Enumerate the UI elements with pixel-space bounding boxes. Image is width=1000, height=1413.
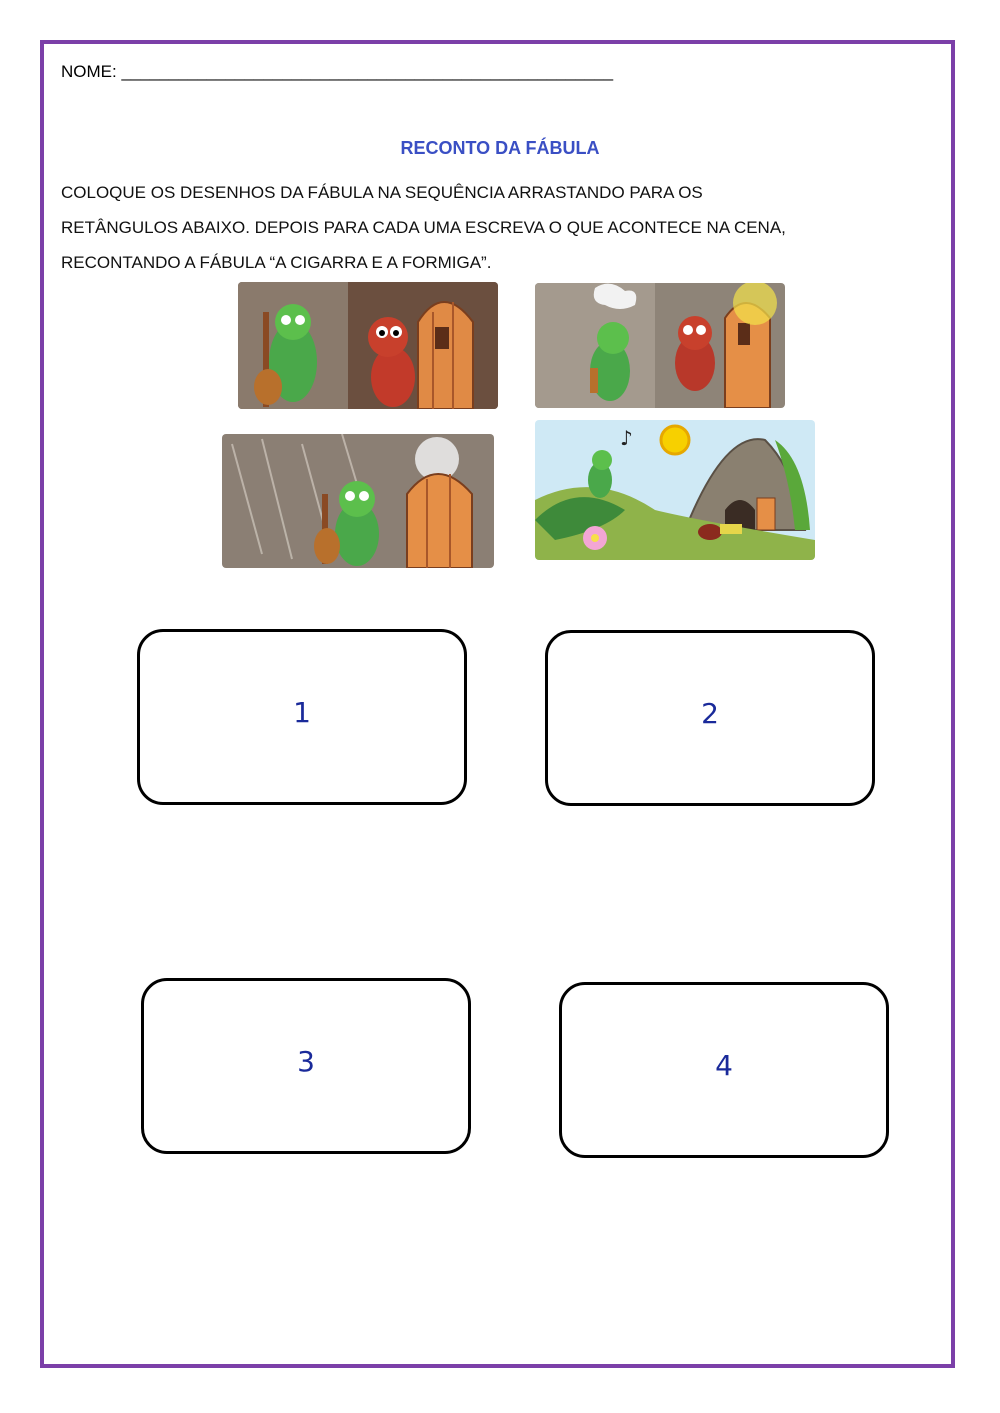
cicada-in-storm-at-door-image: [222, 434, 494, 568]
drop-box-2[interactable]: [545, 630, 875, 806]
box-number: 1: [293, 696, 311, 729]
svg-text:♪: ♪: [620, 426, 633, 450]
page-title: RECONTO DA FÁBULA: [400, 138, 600, 158]
instruction-line: RECONTANDO A FÁBULA “A CIGARRA E A FORMIGA”.: [61, 253, 492, 272]
scene-card-1[interactable]: [238, 282, 498, 409]
instruction-line: RETÂNGULOS ABAIXO. DEPOIS PARA CADA UMA ESCREVA O QUE ACONTECE NA CENA,: [61, 218, 786, 237]
box-number: 4: [715, 1049, 733, 1082]
drop-box-3[interactable]: [141, 978, 471, 1154]
scene-card-4[interactable]: [535, 420, 815, 560]
scene-card-2[interactable]: [535, 283, 785, 408]
cicada-knocking-ant-door-image: [535, 283, 785, 408]
box-number: 2: [701, 697, 719, 730]
drop-box-1[interactable]: [137, 629, 467, 805]
instructions: [61, 175, 941, 280]
instruction-line: COLOQUE OS DESENHOS DA FÁBULA NA SEQUÊNCIA ARRASTANDO PARA OS: [61, 183, 703, 202]
box-number: 3: [297, 1045, 315, 1078]
name-field[interactable]: NOME: ____________________________________________________: [61, 62, 614, 81]
scene-card-3[interactable]: [222, 434, 494, 568]
cicada-and-ant-at-door-image: [238, 282, 498, 409]
cicada-singing-summer-image: [535, 420, 815, 560]
drop-box-4[interactable]: [559, 982, 889, 1158]
